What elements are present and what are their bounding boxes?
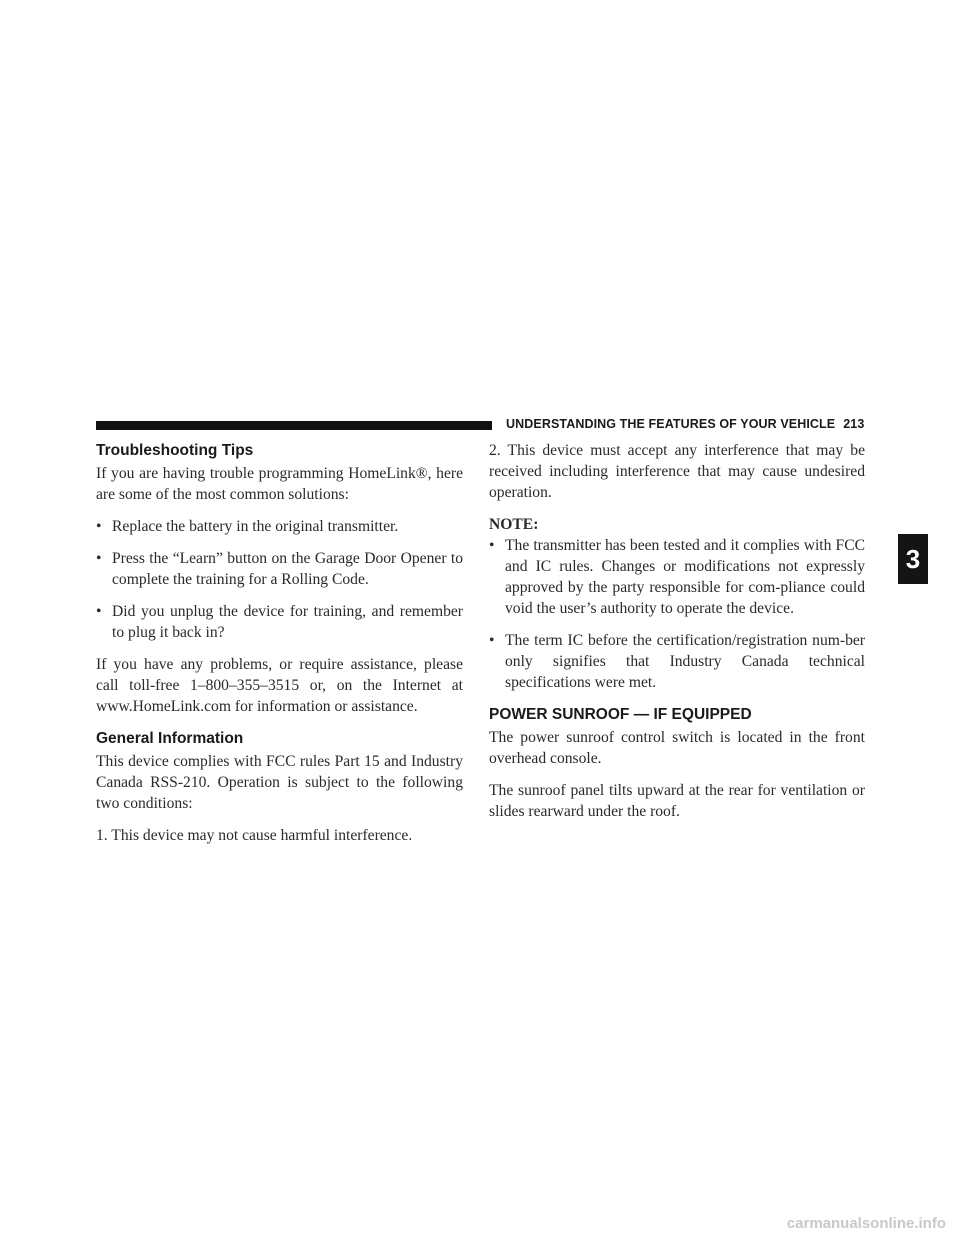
list-item: • Did you unplug the device for training, and remember to plug it back in? — [96, 603, 463, 641]
general-info-paragraph: This device complies with FCC rules Part 15 and Industry Canada RSS-210. Operation is subject to the following two conditions: — [96, 753, 463, 812]
sunroof-heading: POWER SUNROOF — IF EQUIPPED — [489, 706, 752, 723]
list-item: • The term IC before the certification/registration num-ber only signifies that Industry Canada technical specifications were met. — [489, 632, 865, 691]
general-info-heading: General Information — [96, 730, 244, 747]
page-number: 213 — [843, 417, 865, 431]
list-item: • Replace the battery in the original transmitter. — [96, 518, 399, 535]
running-header — [506, 417, 864, 431]
troubleshooting-list — [96, 516, 463, 643]
note-list — [489, 535, 865, 693]
header-title: UNDERSTANDING THE FEATURES OF YOUR VEHICLE — [506, 417, 836, 431]
condition-two: 2. This device must accept any interference that may be received including interference that may cause undesired operation. — [489, 442, 865, 501]
assistance-paragraph: If you have any problems, or require assistance, please call toll-free 1–800–355–3515 or, on the Internet at www.HomeLink.com for information or assistance. — [96, 656, 463, 715]
list-item: • The transmitter has been tested and it complies with FCC and IC rules. Changes or modifications not expressly approved by the party responsible for com-pliance could void the user’s authority to operate the device. — [489, 537, 865, 617]
troubleshooting-heading: Troubleshooting Tips — [96, 442, 254, 459]
watermark: carmanualsonline.info — [786, 1215, 946, 1232]
header-rule-bar — [96, 421, 492, 430]
bullet-glyph: • — [96, 603, 102, 620]
right-column — [489, 440, 865, 833]
note-label: NOTE: — [489, 516, 539, 533]
troubleshooting-intro: If you are having trouble programming HomeLink®, here are some of the most common solutions: — [96, 465, 463, 503]
bullet-glyph: • — [489, 632, 495, 649]
list-item: • Press the “Learn” button on the Garage Door Opener to complete the training for a Rolling Code. — [96, 550, 463, 588]
condition-one: 1. This device may not cause harmful interference. — [96, 827, 413, 844]
bullet-glyph: • — [489, 537, 495, 554]
bullet-glyph: • — [96, 518, 102, 535]
chapter-tab: 3 — [898, 534, 928, 584]
sunroof-paragraph-1: The power sunroof control switch is located in the front overhead console. — [489, 729, 865, 767]
bullet-glyph: • — [96, 550, 102, 567]
sunroof-paragraph-2: The sunroof panel tilts upward at the rear for ventilation or slides rearward under the roof. — [489, 782, 865, 820]
left-column — [96, 440, 463, 857]
